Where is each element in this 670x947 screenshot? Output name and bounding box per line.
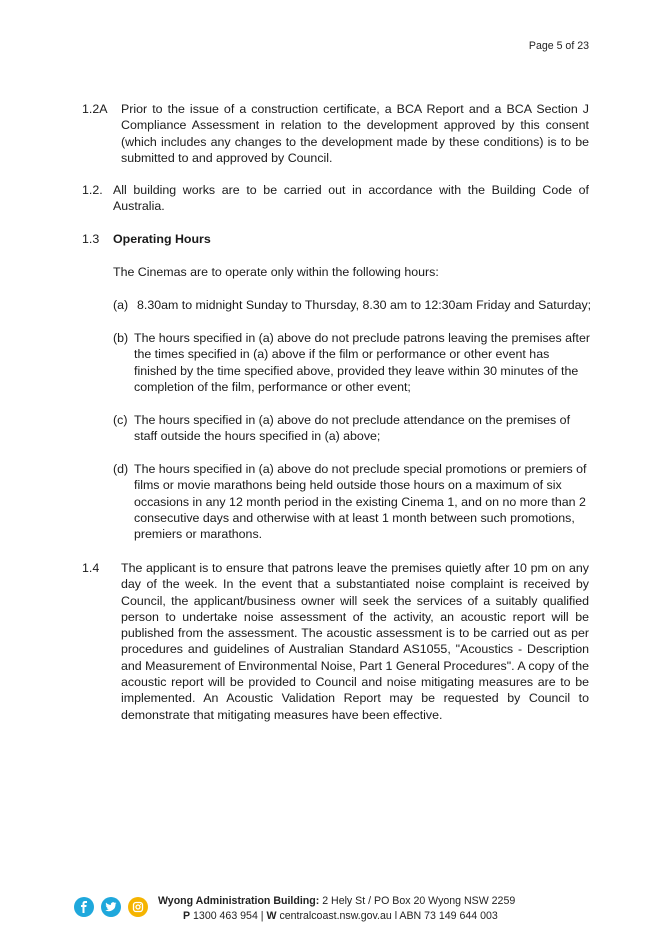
sub-label: (b)	[113, 331, 129, 345]
clause-text: The applicant is to ensure that patrons leave the premises quietly after 10 pm on any day of the week. In the event that a substantiated noise complaint is received by Council, the applicant/business owner will seek the services of a suitably qualified person to undertake noise assessment of the activity, an acoustic report will be published from the assessment. The acoustic assessment is to be carried out as per procedures and guidelines of Australian Standard AS1055, "Acoustics - Description and Measurement of Environmental Noise, Part 1 General Procedures". A copy of the acoustic report will be provided to Council and noise mitigating measures are to be implemented. An Acoustic Validation Report may be requested by Council to demonstrate that mitigating measures have been effective.	[121, 561, 589, 722]
footer-contact	[158, 894, 515, 923]
separator: |	[260, 909, 264, 922]
sub-label: (c)	[113, 413, 128, 427]
clause-number: 1.4	[82, 561, 100, 575]
intro-text: The Cinemas are to operate only within the following hours:	[113, 265, 439, 279]
sub-text: The hours specified in (a) above do not preclude patrons leaving the premises after the times specified in (a) above if the film or performance or other event has finished by the time specified above, provided they leave within 30 minutes of the completion of the film, performance or other event;	[134, 331, 590, 394]
social-icons	[74, 897, 148, 917]
page-number: Page 5 of 23	[528, 40, 589, 52]
sub-label: (a)	[113, 298, 129, 312]
separator: l	[394, 909, 398, 922]
web-label: W	[266, 909, 277, 922]
website-link[interactable]: centralcoast.nsw.gov.au	[279, 909, 392, 922]
building-address: 2 Hely St / PO Box 20 Wyong NSW 2259	[322, 895, 516, 907]
phone-label: P	[183, 909, 191, 922]
clause-number: 1.2.	[82, 183, 103, 197]
sub-text: The hours specified in (a) above do not preclude special promotions or premiers of films or movie marathons being held outside those hours on a maximum of six occasions in any 12 month period in the existing Cinema 1, and on no more than 2 consecutive days and otherwise with at least 1 month between such promotions, premiers or marathons.	[134, 462, 587, 542]
clause-number: 1.2A	[82, 102, 108, 116]
clause-text: All building works are to be carried out in accordance with the Building Code of Australia.	[113, 183, 589, 214]
twitter-icon[interactable]	[101, 897, 121, 917]
phone-number: 1300 463 954	[193, 909, 258, 922]
sub-text: The hours specified in (a) above do not preclude attendance on the premises of staff outside the hours specified in (a) above;	[134, 413, 571, 444]
building-label: Wyong Administration Building:	[158, 895, 320, 907]
section-heading: Operating Hours	[113, 232, 211, 246]
sub-text: 8.30am to midnight Sunday to Thursday, 8.30 am to 12:30am Friday and Saturday;	[137, 298, 592, 312]
abn: ABN 73 149 644 003	[399, 909, 498, 922]
sub-label: (d)	[113, 462, 129, 476]
clause-text: Prior to the issue of a construction certificate, a BCA Report and a BCA Section J Compliance Assessment in relation to the development approved by this consent (which includes any changes to the development made by these conditions) is to be submitted to and approved by Council.	[121, 102, 589, 165]
clause-number: 1.3	[82, 232, 100, 246]
instagram-icon[interactable]	[128, 897, 148, 917]
facebook-icon[interactable]	[74, 897, 94, 917]
